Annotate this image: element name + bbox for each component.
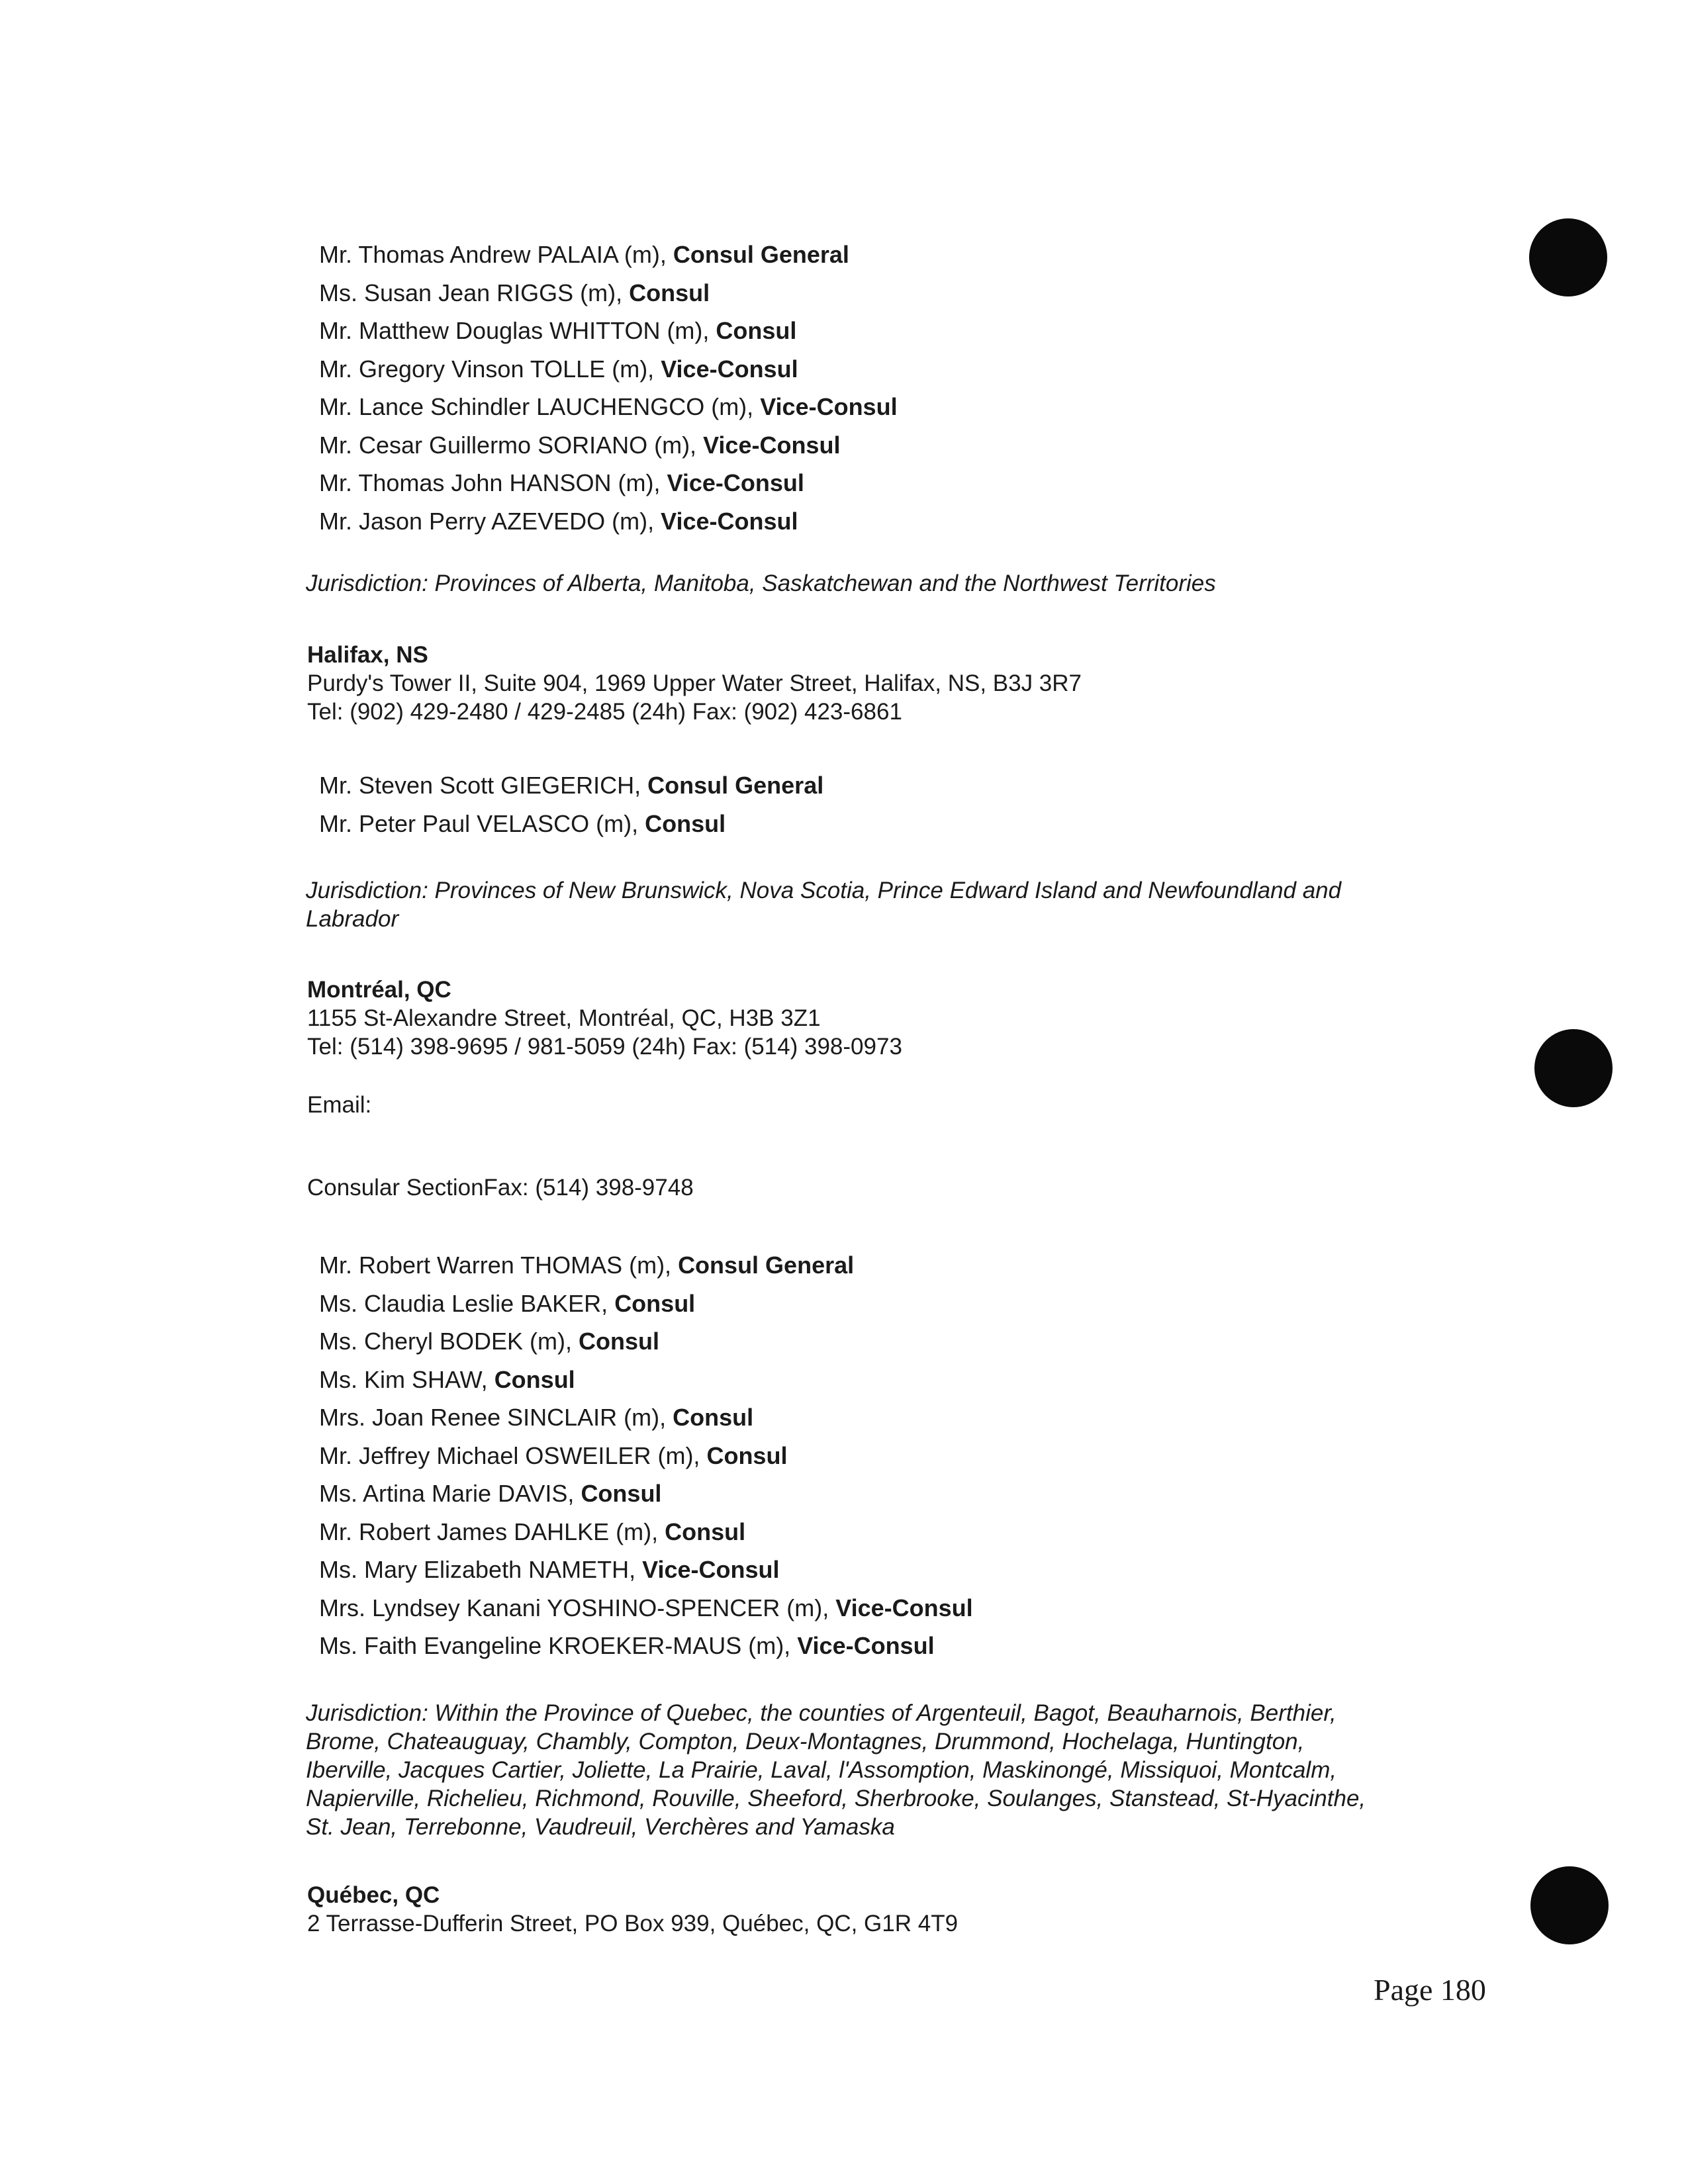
staff-entry: [319, 1246, 973, 1285]
staff-name: Mr. Jeffrey Michael OSWEILER (m),: [319, 1441, 707, 1469]
staff-title: Consul: [665, 1518, 746, 1545]
staff-name: Ms. Kim SHAW,: [319, 1365, 494, 1393]
staff-title: Vice-Consul: [642, 1556, 780, 1583]
office-city: Québec, QC: [307, 1882, 440, 1908]
staff-entry: [319, 388, 898, 426]
staff-name: Mr. Thomas Andrew PALAIA (m),: [319, 241, 673, 268]
staff-title: Vice-Consul: [661, 507, 798, 535]
staff-title: Consul: [716, 317, 797, 344]
jurisdiction-calgary: Jurisdiction: Provinces of Alberta, Manitoba, Saskatchewan and the Northwest Territories: [306, 570, 1216, 596]
staff-entry: [319, 766, 823, 805]
office-phone: Tel: (514) 398-9695 / 981-5059 (24h) Fax: (514) 398-0973: [307, 1034, 902, 1060]
staff-list-montreal: [319, 1246, 973, 1665]
staff-entry: [319, 312, 898, 350]
staff-name: Ms. Artina Marie DAVIS,: [319, 1480, 581, 1507]
office-city: Montréal, QC: [307, 977, 451, 1003]
staff-name: Mr. Jason Perry AZEVEDO (m),: [319, 507, 661, 535]
staff-entry: [319, 1513, 973, 1551]
staff-name: Mr. Thomas John HANSON (m),: [319, 469, 667, 496]
staff-name: Mr. Cesar Guillermo SORIANO (m),: [319, 431, 704, 459]
staff-name: Mr. Steven Scott GIEGERICH,: [319, 772, 648, 799]
staff-title: Vice-Consul: [667, 469, 804, 496]
jurisdiction-montreal: Jurisdiction: Within the Province of Quebec, the counties of Argenteuil, Bagot, Beauharnois, Berthier, Brome, Chateauguay, Chambly, Compton, Deux-Montagnes, Drummond, Hochelaga, Huntington, Iberville, Jacques Cartier, Joliette, La Prairie, Laval, l'Assomption, Maskinongé, Missiquoi, Montcalm, Napierville, Richelieu, Richmond, Rouville, Sheeford, Sherbrooke, Soulanges, Stanstead, St-Hyacinthe, St. Jean, Terrebonne, Vaudreuil, Verchères and Yamaska: [306, 1700, 1366, 1840]
staff-entry: [319, 1551, 973, 1589]
staff-name: Mr. Gregory Vinson TOLLE (m),: [319, 355, 661, 383]
staff-entry: [319, 350, 898, 388]
staff-name: Ms. Cheryl BODEK (m),: [319, 1328, 579, 1355]
staff-name: Ms. Susan Jean RIGGS (m),: [319, 279, 630, 306]
staff-entry: [319, 1398, 973, 1437]
staff-name: Mrs. Joan Renee SINCLAIR (m),: [319, 1404, 673, 1431]
staff-title: Consul: [706, 1441, 788, 1469]
punch-hole: [1530, 1866, 1609, 1944]
staff-entry: [319, 1475, 973, 1513]
office-quebec: [307, 1881, 958, 1938]
staff-entry: [319, 1285, 973, 1323]
staff-title: Vice-Consul: [703, 431, 841, 459]
office-email-label: Email:: [307, 1092, 372, 1118]
staff-entry: [319, 1437, 973, 1475]
staff-name: Ms. Mary Elizabeth NAMETH,: [319, 1556, 643, 1583]
staff-title: Consul General: [647, 772, 824, 799]
staff-list-calgary: [319, 236, 898, 540]
staff-title: Vice-Consul: [661, 355, 798, 383]
staff-title: Vice-Consul: [835, 1594, 973, 1621]
staff-name: Mr. Matthew Douglas WHITTON (m),: [319, 317, 716, 344]
staff-title: Consul General: [678, 1251, 855, 1279]
staff-name: Mr. Lance Schindler LAUCHENGCO (m),: [319, 393, 761, 420]
staff-name: Mrs. Lyndsey Kanani YOSHINO-SPENCER (m),: [319, 1594, 836, 1621]
staff-title: Consul: [581, 1480, 662, 1507]
staff-entry: [319, 464, 898, 502]
office-address: 1155 St-Alexandre Street, Montréal, QC, H3B 3Z1: [307, 1005, 821, 1031]
office-montreal: [307, 976, 902, 1061]
office-halifax: [307, 641, 1082, 726]
staff-entry: [319, 236, 898, 274]
staff-name: Ms. Faith Evangeline KROEKER-MAUS (m),: [319, 1632, 798, 1659]
punch-hole: [1529, 218, 1607, 296]
staff-title: Consul General: [673, 241, 849, 268]
staff-entry: [319, 1589, 973, 1627]
page-number: Page 180: [1374, 1973, 1486, 2007]
staff-name: Mr. Robert James DAHLKE (m),: [319, 1518, 665, 1545]
staff-entry: [319, 502, 898, 541]
office-city: Halifax, NS: [307, 642, 428, 668]
staff-title: Consul: [494, 1365, 575, 1393]
staff-list-halifax: [319, 766, 823, 842]
office-phone: Tel: (902) 429-2480 / 429-2485 (24h) Fax: (902) 423-6861: [307, 699, 902, 725]
office-address: Purdy's Tower II, Suite 904, 1969 Upper Water Street, Halifax, NS, B3J 3R7: [307, 670, 1082, 696]
staff-entry: [319, 1322, 973, 1361]
staff-title: Vice-Consul: [760, 393, 898, 420]
staff-title: Consul: [629, 279, 710, 306]
staff-entry: [319, 274, 898, 312]
staff-title: Consul: [645, 809, 726, 837]
staff-title: Vice-Consul: [797, 1632, 935, 1659]
staff-title: Consul: [579, 1328, 660, 1355]
staff-name: Ms. Claudia Leslie BAKER,: [319, 1289, 615, 1317]
staff-entry: [319, 426, 898, 465]
staff-name: Mr. Robert Warren THOMAS (m),: [319, 1251, 679, 1279]
staff-entry: [319, 1361, 973, 1399]
consular-section-fax: Consular SectionFax: (514) 398-9748: [307, 1175, 694, 1201]
staff-entry: [319, 1627, 973, 1665]
punch-hole: [1534, 1029, 1613, 1107]
staff-title: Consul: [673, 1404, 754, 1431]
staff-title: Consul: [614, 1289, 696, 1317]
jurisdiction-halifax: Jurisdiction: Provinces of New Brunswick, Nova Scotia, Prince Edward Island and Newfoundland and Labrador: [306, 878, 1342, 932]
staff-name: Mr. Peter Paul VELASCO (m),: [319, 809, 645, 837]
staff-entry: [319, 805, 823, 843]
office-address: 2 Terrasse-Dufferin Street, PO Box 939, Québec, QC, G1R 4T9: [307, 1911, 959, 1936]
